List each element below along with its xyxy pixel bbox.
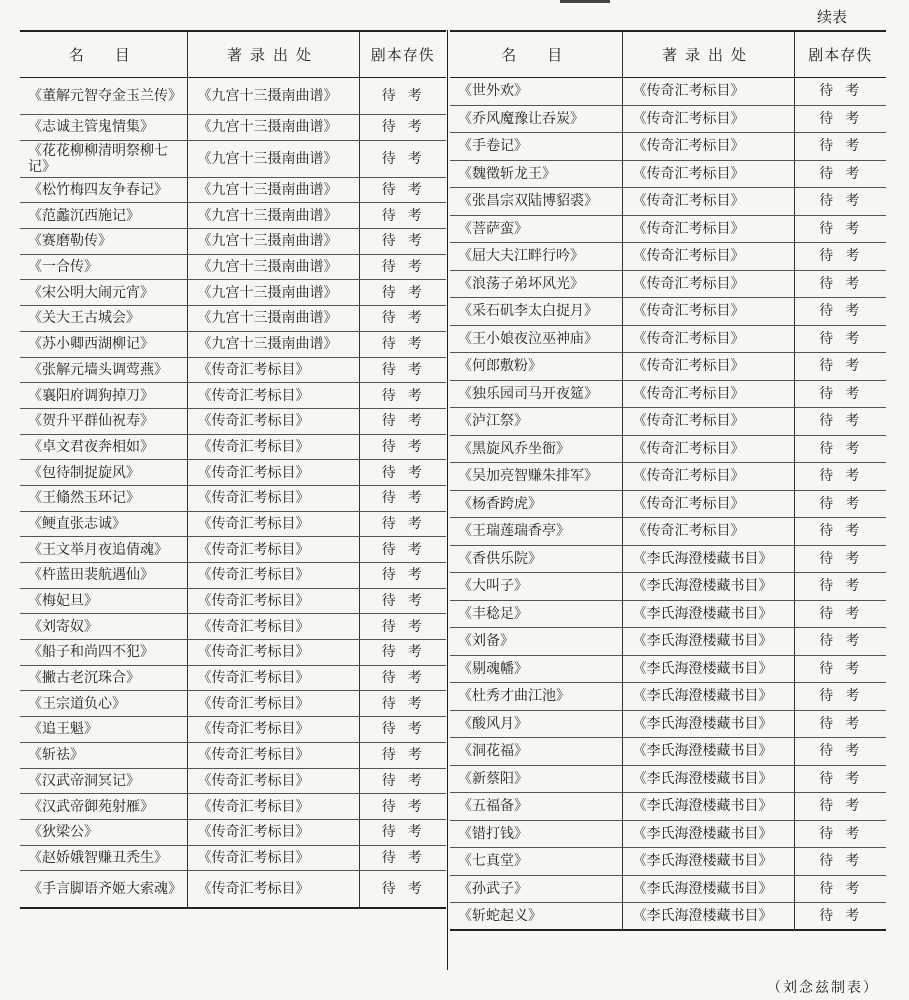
- script-status: 待考: [794, 408, 886, 436]
- script-status: 待考: [794, 78, 886, 106]
- table-row: [450, 903, 886, 931]
- play-title: 《乔风魔豫让吞炭》: [450, 105, 622, 133]
- script-status: 待考: [794, 628, 886, 656]
- script-status: 待考: [794, 298, 886, 326]
- record-source: 《传奇汇考标目》: [187, 485, 359, 511]
- right-table-body: [450, 78, 886, 931]
- record-source: 《传奇汇考标目》: [622, 215, 794, 243]
- script-status: 待考: [359, 460, 446, 486]
- play-title: 《汉武帝御苑射雁》: [20, 794, 187, 820]
- script-status: 待考: [359, 177, 446, 203]
- play-title: 《花花柳柳清明祭柳七记》: [20, 140, 187, 177]
- table-row: [20, 140, 446, 177]
- table-row: [20, 640, 446, 666]
- play-title: 《王文举月夜追倩魂》: [20, 537, 187, 563]
- script-status: 待考: [794, 105, 886, 133]
- play-title: 《杵蓝田裴航遇仙》: [20, 563, 187, 589]
- table-row: [20, 768, 446, 794]
- table-row: [450, 655, 886, 683]
- script-status: 待考: [794, 188, 886, 216]
- record-source: 《李氏海澄楼藏书目》: [622, 683, 794, 711]
- record-source: 《传奇汇考标目》: [622, 105, 794, 133]
- table-row: [450, 793, 886, 821]
- table-row: [20, 563, 446, 589]
- script-status: 待考: [359, 819, 446, 845]
- table-row: [20, 306, 446, 332]
- play-title: 《苏小卿西湖柳记》: [20, 331, 187, 357]
- table-row: [450, 518, 886, 546]
- catalog-table-wrap: [20, 30, 886, 970]
- record-source: 《传奇汇考标目》: [622, 408, 794, 436]
- play-title: 《酸风月》: [450, 710, 622, 738]
- script-status: 待考: [794, 353, 886, 381]
- script-status: 待考: [794, 683, 886, 711]
- table-row: [450, 490, 886, 518]
- record-source: 《李氏海澄楼藏书目》: [622, 903, 794, 931]
- play-title: 《王翛然玉环记》: [20, 485, 187, 511]
- table-row: [20, 331, 446, 357]
- play-title: 《一合传》: [20, 254, 187, 280]
- table-row: [450, 353, 886, 381]
- table-author: （刘念兹制表）: [767, 980, 879, 996]
- table-row: [450, 298, 886, 326]
- record-source: 《传奇汇考标目》: [187, 537, 359, 563]
- table-row: [20, 280, 446, 306]
- play-title: 《世外欢》: [450, 78, 622, 106]
- table-row: [450, 270, 886, 298]
- play-title: 《屈大夫江畔行吟》: [450, 243, 622, 271]
- record-source: 《传奇汇考标目》: [187, 357, 359, 383]
- record-source: 《李氏海澄楼藏书目》: [622, 573, 794, 601]
- play-title: 《杨香跨虎》: [450, 490, 622, 518]
- script-status: 待考: [794, 133, 886, 161]
- play-title: 《包待制捉旋风》: [20, 460, 187, 486]
- script-status: 待考: [794, 765, 886, 793]
- record-source: 《传奇汇考标目》: [187, 742, 359, 768]
- record-source: 《李氏海澄楼藏书目》: [622, 793, 794, 821]
- table-row: [450, 160, 886, 188]
- script-status: 待考: [359, 691, 446, 717]
- script-status: 待考: [794, 215, 886, 243]
- table-row: [20, 845, 446, 871]
- script-status: 待考: [794, 545, 886, 573]
- record-source: 《传奇汇考标目》: [187, 691, 359, 717]
- record-source: 《传奇汇考标目》: [187, 383, 359, 409]
- script-status: 待考: [359, 306, 446, 332]
- record-source: 《传奇汇考标目》: [622, 490, 794, 518]
- play-title: 《贺升平群仙祝寿》: [20, 408, 187, 434]
- table-row: [20, 203, 446, 229]
- script-status: 待考: [794, 160, 886, 188]
- script-status: 待考: [359, 563, 446, 589]
- play-title: 《撇古老沉珠合》: [20, 665, 187, 691]
- table-row: [450, 820, 886, 848]
- script-status: 待考: [794, 325, 886, 353]
- header-status: 剧本存佚: [359, 31, 446, 78]
- table-row: [450, 215, 886, 243]
- script-status: 待考: [359, 434, 446, 460]
- script-status: 待考: [794, 243, 886, 271]
- play-title: 《大叫子》: [450, 573, 622, 601]
- play-title: 《王宗道负心》: [20, 691, 187, 717]
- script-status: 待考: [359, 78, 446, 115]
- record-source: 《李氏海澄楼藏书目》: [622, 600, 794, 628]
- script-status: 待考: [794, 820, 886, 848]
- record-source: 《李氏海澄楼藏书目》: [622, 848, 794, 876]
- record-source: 《传奇汇考标目》: [622, 353, 794, 381]
- record-source: 《传奇汇考标目》: [187, 640, 359, 666]
- record-source: 《传奇汇考标目》: [187, 871, 359, 908]
- table-row: [20, 537, 446, 563]
- script-status: 待考: [794, 380, 886, 408]
- play-title: 《斩蛇起义》: [450, 903, 622, 931]
- play-title: 《襄阳府调狗掉刀》: [20, 383, 187, 409]
- script-status: 待考: [359, 229, 446, 255]
- play-title: 《刘备》: [450, 628, 622, 656]
- play-title: 《手卷记》: [450, 133, 622, 161]
- record-source: 《九宫十三摄南曲谱》: [187, 203, 359, 229]
- script-status: 待考: [359, 511, 446, 537]
- record-source: 《传奇汇考标目》: [187, 511, 359, 537]
- play-title: 《张昌宗双陆博貂裘》: [450, 188, 622, 216]
- table-row: [20, 229, 446, 255]
- table-row: [20, 254, 446, 280]
- play-title: 《洞花福》: [450, 738, 622, 766]
- record-source: 《传奇汇考标目》: [622, 78, 794, 106]
- record-source: 《传奇汇考标目》: [622, 463, 794, 491]
- left-table-body: [20, 78, 446, 908]
- table-row: [20, 614, 446, 640]
- play-title: 《新蔡阳》: [450, 765, 622, 793]
- play-title: 《志诚主管鬼情集》: [20, 115, 187, 141]
- script-status: 待考: [794, 270, 886, 298]
- script-status: 待考: [359, 357, 446, 383]
- left-table: [20, 30, 446, 909]
- table-row: [450, 133, 886, 161]
- play-title: 《船子和尚四不犯》: [20, 640, 187, 666]
- play-title: 《鲠直张志诚》: [20, 511, 187, 537]
- header-status: 剧本存佚: [794, 31, 886, 78]
- play-title: 《剔魂幡》: [450, 655, 622, 683]
- table-row: [20, 691, 446, 717]
- script-status: 待考: [359, 115, 446, 141]
- script-status: 待考: [359, 588, 446, 614]
- script-status: 待考: [359, 203, 446, 229]
- script-status: 待考: [794, 518, 886, 546]
- record-source: 《九宫十三摄南曲谱》: [187, 229, 359, 255]
- record-source: 《传奇汇考标目》: [622, 270, 794, 298]
- center-divider: [447, 30, 448, 970]
- table-row: [450, 765, 886, 793]
- play-title: 《王小娘夜泣巫神庙》: [450, 325, 622, 353]
- play-title: 《七真堂》: [450, 848, 622, 876]
- table-row: [20, 871, 446, 908]
- table-row: [20, 177, 446, 203]
- record-source: 《李氏海澄楼藏书目》: [622, 655, 794, 683]
- table-row: [20, 383, 446, 409]
- play-title: 《错打钱》: [450, 820, 622, 848]
- script-status: 待考: [794, 490, 886, 518]
- play-title: 《汉武帝洞冥记》: [20, 768, 187, 794]
- table-row: [450, 628, 886, 656]
- record-source: 《李氏海澄楼藏书目》: [622, 875, 794, 903]
- script-status: 待考: [794, 793, 886, 821]
- script-status: 待考: [794, 710, 886, 738]
- script-status: 待考: [794, 848, 886, 876]
- play-title: 《何郎敷粉》: [450, 353, 622, 381]
- table-row: [450, 435, 886, 463]
- record-source: 《传奇汇考标目》: [187, 665, 359, 691]
- script-status: 待考: [359, 408, 446, 434]
- play-title: 《丰稔足》: [450, 600, 622, 628]
- record-source: 《九宫十三摄南曲谱》: [187, 177, 359, 203]
- record-source: 《传奇汇考标目》: [187, 717, 359, 743]
- record-source: 《传奇汇考标目》: [187, 819, 359, 845]
- play-title: 《菩萨蛮》: [450, 215, 622, 243]
- script-status: 待考: [359, 794, 446, 820]
- record-source: 《传奇汇考标目》: [622, 518, 794, 546]
- play-title: 《浪荡子弟坏风光》: [450, 270, 622, 298]
- record-source: 《李氏海澄楼藏书目》: [622, 710, 794, 738]
- record-source: 《李氏海澄楼藏书目》: [622, 545, 794, 573]
- play-title: 《卓文君夜奔相如》: [20, 434, 187, 460]
- play-title: 《王瑞莲瑞香亭》: [450, 518, 622, 546]
- table-row: [450, 600, 886, 628]
- record-source: 《传奇汇考标目》: [622, 298, 794, 326]
- play-title: 《狄梁公》: [20, 819, 187, 845]
- play-title: 《魏徵斩龙王》: [450, 160, 622, 188]
- play-title: 《手言脚语齐姬大索魂》: [20, 871, 187, 908]
- play-title: 《张解元墙头调莺燕》: [20, 357, 187, 383]
- script-status: 待考: [359, 537, 446, 563]
- header-name: 名 目: [20, 31, 187, 78]
- table-row: [450, 78, 886, 106]
- record-source: 《传奇汇考标目》: [187, 460, 359, 486]
- header-source: 著录出处: [187, 31, 359, 78]
- script-status: 待考: [359, 331, 446, 357]
- table-row: [450, 573, 886, 601]
- record-source: 《传奇汇考标目》: [622, 380, 794, 408]
- play-title: 《关大王古城会》: [20, 306, 187, 332]
- table-row: [20, 408, 446, 434]
- play-title: 《追王魁》: [20, 717, 187, 743]
- table-row: [450, 325, 886, 353]
- table-row: [450, 683, 886, 711]
- record-source: 《九宫十三摄南曲谱》: [187, 280, 359, 306]
- table-row: [20, 588, 446, 614]
- record-source: 《传奇汇考标目》: [187, 768, 359, 794]
- play-title: 《刘寄奴》: [20, 614, 187, 640]
- table-row: [450, 738, 886, 766]
- table-row: [20, 511, 446, 537]
- top-rule: [560, 0, 610, 3]
- header-name: 名 目: [450, 31, 622, 78]
- table-row: [20, 78, 446, 115]
- play-title: 《梅妃旦》: [20, 588, 187, 614]
- play-title: 《董解元智夺金玉兰传》: [20, 78, 187, 115]
- table-row: [450, 105, 886, 133]
- record-source: 《九宫十三摄南曲谱》: [187, 306, 359, 332]
- script-status: 待考: [359, 640, 446, 666]
- script-status: 待考: [359, 742, 446, 768]
- script-status: 待考: [794, 738, 886, 766]
- play-title: 《泸江祭》: [450, 408, 622, 436]
- record-source: 《传奇汇考标目》: [622, 435, 794, 463]
- script-status: 待考: [819, 908, 872, 924]
- table-row: [450, 848, 886, 876]
- table-row: [20, 819, 446, 845]
- script-status: 待考: [794, 435, 886, 463]
- play-title: 《斩祛》: [20, 742, 187, 768]
- record-source: 《传奇汇考标目》: [187, 794, 359, 820]
- table-row: [450, 380, 886, 408]
- record-source: 《李氏海澄楼藏书目》: [622, 765, 794, 793]
- table-row: [20, 485, 446, 511]
- play-title: 《黑旋风乔坐衙》: [450, 435, 622, 463]
- script-status: 待考: [794, 875, 886, 903]
- table-row: [20, 717, 446, 743]
- table-row: [20, 460, 446, 486]
- script-status: 待考: [359, 614, 446, 640]
- table-row: [450, 243, 886, 271]
- script-status: 待考: [359, 768, 446, 794]
- record-source: 《李氏海澄楼藏书目》: [622, 820, 794, 848]
- script-status: 待考: [359, 665, 446, 691]
- right-table: [450, 30, 886, 931]
- script-status: 待考: [359, 140, 446, 177]
- record-source: 《传奇汇考标目》: [622, 325, 794, 353]
- play-title: 《范蠡沉西施记》: [20, 203, 187, 229]
- script-status: 待考: [359, 254, 446, 280]
- table-row: [450, 875, 886, 903]
- table-row: [450, 463, 886, 491]
- record-source: 《传奇汇考标目》: [622, 160, 794, 188]
- table-row: [450, 188, 886, 216]
- play-title: 《赵娇娥智赚丑秃生》: [20, 845, 187, 871]
- play-title: 《孙武子》: [450, 875, 622, 903]
- play-title: 《赛磨勒传》: [20, 229, 187, 255]
- script-status: 待考: [359, 383, 446, 409]
- table-row: [450, 408, 886, 436]
- play-title: 《宋公明大闹元宵》: [20, 280, 187, 306]
- table-row: [20, 115, 446, 141]
- record-source: 《九宫十三摄南曲谱》: [187, 78, 359, 115]
- record-source: 《传奇汇考标目》: [187, 588, 359, 614]
- record-source: 《传奇汇考标目》: [187, 614, 359, 640]
- record-source: 《九宫十三摄南曲谱》: [187, 115, 359, 141]
- play-title: 《独乐园司马开夜筵》: [450, 380, 622, 408]
- record-source: 《传奇汇考标目》: [622, 188, 794, 216]
- play-title: 《采石矶李太白捉月》: [450, 298, 622, 326]
- continued-label: 续表: [816, 8, 847, 26]
- play-title: 《杜秀才曲江池》: [450, 683, 622, 711]
- play-title: 《吴加亮智赚朱排军》: [450, 463, 622, 491]
- record-source: 《传奇汇考标目》: [187, 434, 359, 460]
- script-status: 待考: [359, 717, 446, 743]
- script-status: 待考: [794, 573, 886, 601]
- record-source: 《传奇汇考标目》: [622, 243, 794, 271]
- play-title: 《五福备》: [450, 793, 622, 821]
- table-row: [20, 742, 446, 768]
- table-row: [20, 434, 446, 460]
- play-title: 《松竹梅四友争春记》: [20, 177, 187, 203]
- table-row: [20, 794, 446, 820]
- play-title: 《香供乐院》: [450, 545, 622, 573]
- record-source: 《九宫十三摄南曲谱》: [187, 140, 359, 177]
- header-source: 著录出处: [622, 31, 794, 78]
- script-status: 待考: [794, 600, 886, 628]
- record-source: 《李氏海澄楼藏书目》: [622, 628, 794, 656]
- script-status: 待考: [794, 463, 886, 491]
- record-source: 《九宫十三摄南曲谱》: [187, 254, 359, 280]
- table-row: [450, 710, 886, 738]
- script-status: 待考: [359, 845, 446, 871]
- script-status: 待考: [359, 280, 446, 306]
- record-source: 《传奇汇考标目》: [187, 845, 359, 871]
- record-source: 《传奇汇考标目》: [622, 133, 794, 161]
- record-source: 《传奇汇考标目》: [187, 563, 359, 589]
- script-status: 待考: [794, 655, 886, 683]
- record-source: 《李氏海澄楼藏书目》: [622, 738, 794, 766]
- script-status: 待考: [359, 485, 446, 511]
- record-source: 《九宫十三摄南曲谱》: [187, 331, 359, 357]
- table-row: [20, 665, 446, 691]
- table-row: [20, 357, 446, 383]
- record-source: 《传奇汇考标目》: [187, 408, 359, 434]
- table-row: [450, 545, 886, 573]
- script-status: 待考: [381, 881, 434, 897]
